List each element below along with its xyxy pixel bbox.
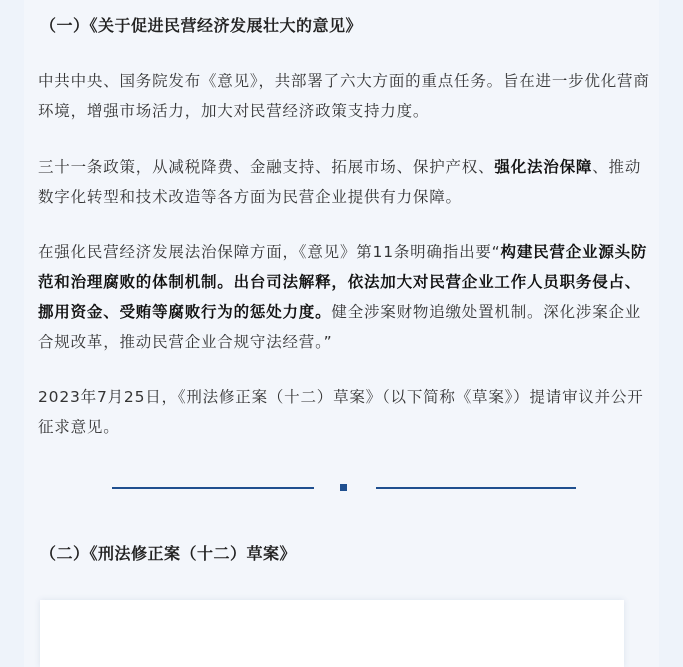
paragraph-2 — [38, 152, 650, 212]
paragraph-3 — [38, 237, 650, 357]
paragraph-2-text-a: 三十一条政策，从减税降费、金融支持、拓展市场、保护产权、 — [38, 158, 495, 176]
section-divider — [24, 482, 659, 494]
section-1-heading: （一）《关于促进民营经济发展壮大的意见》 — [40, 16, 363, 35]
paragraph-3-bold: 构建民营企业源头防范和治理腐败的体制机制。出台司法解释，依法加大对民营企业工作人员职务侵占、挪用资金、受贿等腐败行为的惩处力度。 — [38, 243, 648, 321]
article-body — [24, 0, 659, 667]
paragraph-2-text-b: 、推动数字化转型和技术改造等各方面为民营企业提供有力保障。 — [38, 158, 642, 206]
left-margin — [0, 0, 24, 667]
divider-line-left — [112, 487, 314, 489]
paragraph-3-text-b: 健全涉案财物追缴处置机制。深化涉案企业合规改革，推动民营企业合规守法经营。” — [38, 303, 642, 351]
right-margin — [659, 0, 683, 667]
divider-line-right — [376, 487, 576, 489]
paragraph-1: 中共中央、国务院发布《意见》，共部署了六大方面的重点任务。旨在进一步优化营商环境，增强市场活力，加大对民营经济政策支持力度。 — [38, 72, 650, 120]
divider-square-icon — [340, 484, 347, 491]
paragraph-2-bold: 强化法治保障 — [494, 158, 593, 176]
section-2-heading: （二）《刑法修正案（十二）草案》 — [40, 544, 297, 563]
paragraph-4: 2023年7月25日，《刑法修正案（十二）草案》（以下简称《草案》）提请审议并公开征求意见。 — [38, 388, 644, 436]
paragraph-3-text-a: 在强化民营经济发展法治保障方面，《意见》第11条明确指出要“ — [38, 243, 501, 261]
content-card — [40, 600, 624, 667]
